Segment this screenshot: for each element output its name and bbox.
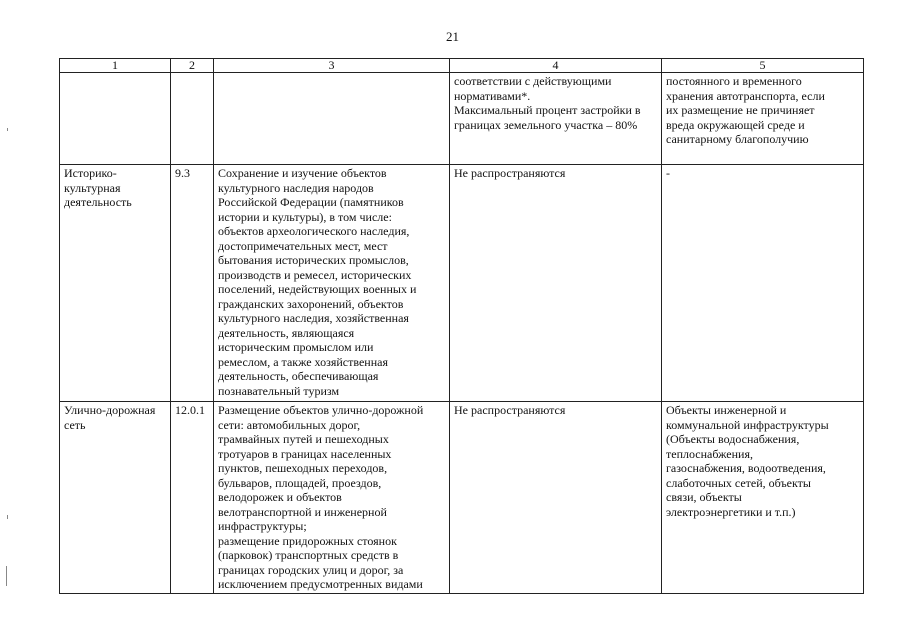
auxiliary-uses: - [662, 165, 864, 402]
regulations-table [59, 58, 864, 594]
column-number-5: 5 [662, 59, 864, 73]
column-number-2: 2 [171, 59, 214, 73]
column-number-4: 4 [450, 59, 662, 73]
use-type-description [214, 73, 450, 165]
table-row [60, 402, 864, 594]
page-number: 21 [446, 29, 459, 44]
column-number-row [60, 59, 864, 73]
use-type-code [171, 73, 214, 165]
table-row [60, 73, 864, 165]
use-type-description: Размещение объектов улично-дорожной сети: автомобильных дорог, трамвайных путей и пешеходных тротуаров в границах населенных пунктов, пешеходных переходов, бульваров, площадей, проездов, велодорожек и объектов велотранспортной и инженерной инфраструктуры; размещение придорожных стоянок (парковок) транспортных средств в границах городских улиц и дорог, за исключением предусмотренных видами [214, 402, 450, 594]
use-type-code: 12.0.1 [171, 402, 214, 594]
use-type-name [60, 73, 171, 165]
construction-parameters: соответствии с действующими нормативами*. Максимальный процент застройки в границах земельного участка – 80% [450, 73, 662, 165]
column-number-3: 3 [214, 59, 450, 73]
use-type-name: Историко- культурная деятельность [60, 165, 171, 402]
auxiliary-uses: Объекты инженерной и коммунальной инфраструктуры (Объекты водоснабжения, теплоснабжения, газоснабжения, водоотведения, слаботочных сетей, объекты связи, объекты электроэнергетики и т.п.) [662, 402, 864, 594]
use-type-description: Сохранение и изучение объектов культурного наследия народов Российской Федерации (памятников истории и культуры), в том числе: объектов археологического наследия, достопримечательных мест, мест бытования исторических промыслов, производств и ремесел, исторических поселений, недействующих военных и гражданских захоронений, объектов культурного наследия, хозяйственная деятельность, являющаяся историческим промыслом или ремеслом, а также хозяйственная деятельность, обеспечивающая познавательный туризм [214, 165, 450, 402]
construction-parameters: Не распространяются [450, 402, 662, 594]
scan-edge-mark [7, 515, 8, 519]
scan-edge-mark [7, 128, 8, 131]
column-number-1: 1 [60, 59, 171, 73]
construction-parameters: Не распространяются [450, 165, 662, 402]
scan-edge-mark [6, 566, 7, 586]
auxiliary-uses: постоянного и временного хранения автотранспорта, если их размещение не причиняет вреда окружающей среде и санитарному благополучию [662, 73, 864, 165]
table-row [60, 165, 864, 402]
use-type-code: 9.3 [171, 165, 214, 402]
use-type-name: Улично-дорожная сеть [60, 402, 171, 594]
